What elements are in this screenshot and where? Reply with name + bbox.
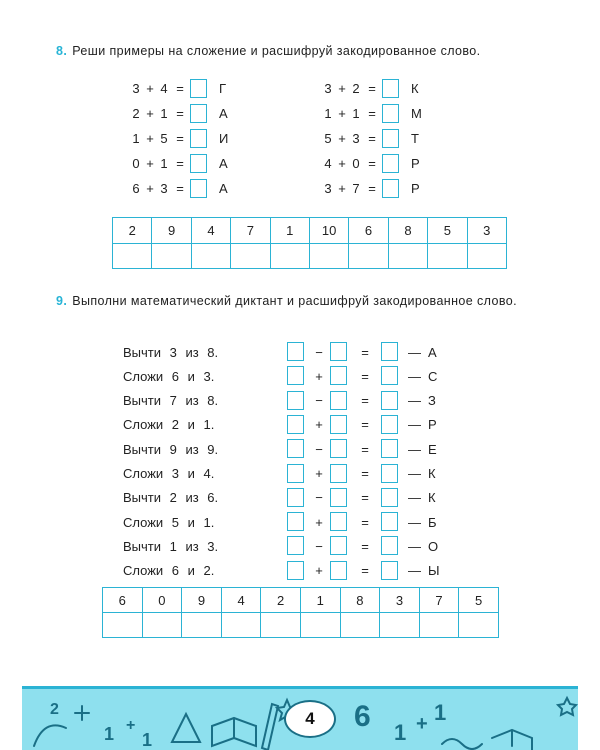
equals-sign: = — [361, 441, 369, 457]
result-box[interactable] — [381, 439, 398, 458]
addend: 5 — [160, 130, 168, 146]
operand-box[interactable] — [287, 536, 304, 555]
operand-box[interactable] — [287, 366, 304, 385]
cipher-code-cell: 2 — [261, 588, 301, 613]
dictation-row — [123, 535, 453, 557]
equals-sign: = — [176, 180, 184, 196]
result-box[interactable] — [381, 464, 398, 483]
code-letter: Р — [411, 180, 420, 196]
plus-sign: + — [338, 80, 346, 96]
code-letter: О — [428, 538, 439, 554]
addend: 3 — [324, 80, 332, 96]
operator-sign: − — [315, 538, 323, 554]
task-9-cipher-table — [102, 587, 499, 638]
code-letter: С — [428, 368, 438, 384]
operand-box[interactable] — [330, 512, 347, 531]
operator-sign: + — [315, 417, 323, 433]
code-letter: Ы — [428, 563, 440, 579]
dash-sign: — — [408, 514, 421, 530]
code-letter: А — [219, 155, 228, 171]
result-box[interactable] — [381, 342, 398, 361]
code-letter: Р — [428, 417, 437, 433]
task-8-cipher-table — [112, 217, 507, 269]
cipher-code-cell: 9 — [182, 588, 222, 613]
cipher-answer-cell[interactable] — [182, 613, 222, 638]
dictation-row — [123, 463, 453, 485]
cipher-answer-cell[interactable] — [221, 613, 261, 638]
operator-sign: + — [315, 514, 323, 530]
task-9-number: 9. — [56, 294, 68, 308]
addend: 0 — [132, 155, 140, 171]
code-letter: З — [428, 393, 436, 409]
addition-example — [322, 152, 425, 174]
cipher-answer-row — [103, 613, 499, 638]
dictation-phrase: Сложи 6 и 3. — [123, 368, 215, 384]
dictation-phrase: Вычти 2 из 6. — [123, 490, 219, 506]
result-box[interactable] — [381, 488, 398, 507]
dictation-phrase: Сложи 2 и 1. — [123, 417, 215, 433]
dictation-row — [123, 365, 453, 387]
addend: 0 — [352, 155, 360, 171]
page-number-badge — [284, 700, 336, 738]
equals-sign: = — [176, 105, 184, 121]
result-box[interactable] — [381, 561, 398, 580]
cipher-code-cell: 0 — [142, 588, 182, 613]
dictation-row — [123, 511, 453, 533]
equals-sign: = — [361, 538, 369, 554]
answer-box[interactable] — [190, 154, 207, 173]
wavy-line-icon — [442, 739, 482, 749]
footer-digit: 6 — [354, 700, 371, 733]
result-box[interactable] — [381, 391, 398, 410]
operand-box[interactable] — [287, 464, 304, 483]
cipher-code-cell: 4 — [221, 588, 261, 613]
dictation-phrase: Сложи 6 и 2. — [123, 563, 215, 579]
operand-box[interactable] — [330, 561, 347, 580]
task-8-text: Реши примеры на сложение и расшифруй закодированное слово. — [72, 44, 481, 58]
footer-digit: + — [126, 717, 136, 734]
equals-sign: = — [361, 490, 369, 506]
addend: 2 — [132, 105, 140, 121]
pencil-icon — [262, 704, 278, 750]
footer-digit: 2 — [50, 701, 59, 718]
cipher-code-row — [113, 218, 507, 244]
cipher-answer-cell[interactable] — [191, 244, 230, 269]
operand-box[interactable] — [287, 415, 304, 434]
dictation-row — [123, 560, 453, 582]
plus-sign: + — [146, 180, 154, 196]
plus-sign: + — [146, 105, 154, 121]
operand-box[interactable] — [330, 488, 347, 507]
triangle-doodle-icon — [172, 714, 200, 742]
dictation-phrase: Сложи 3 и 4. — [123, 466, 215, 481]
footer-digit: 1 — [434, 700, 447, 725]
cipher-answer-cell[interactable] — [419, 613, 459, 638]
code-letter: И — [219, 130, 229, 146]
cipher-code-cell: 9 — [152, 218, 191, 244]
cipher-answer-cell[interactable] — [103, 613, 143, 638]
code-letter: М — [411, 105, 422, 121]
plus-sign: + — [338, 130, 346, 146]
cipher-code-cell: 2 — [113, 218, 152, 244]
cipher-code-row — [103, 588, 499, 613]
addition-example — [322, 77, 425, 99]
operand-box[interactable] — [287, 342, 304, 361]
equals-sign: = — [176, 155, 184, 171]
addend: 2 — [352, 80, 360, 96]
operand-box[interactable] — [330, 391, 347, 410]
operator-sign: + — [315, 368, 323, 384]
answer-box[interactable] — [190, 104, 207, 123]
dash-sign: — — [408, 417, 421, 433]
code-letter: Е — [428, 441, 437, 457]
operand-box[interactable] — [287, 488, 304, 507]
plus-sign: + — [338, 105, 346, 121]
plus-sign: + — [146, 80, 154, 96]
operator-sign: − — [315, 393, 323, 409]
dictation-phrase: Вычти 1 из 3. — [123, 538, 219, 554]
cipher-code-cell: 1 — [300, 588, 340, 613]
footer-digit: 1 — [142, 730, 153, 750]
cipher-answer-cell[interactable] — [152, 244, 191, 269]
code-letter: К — [411, 80, 419, 96]
dictation-phrase: Вычти 3 из 8. — [123, 344, 219, 360]
equals-sign: = — [361, 514, 369, 530]
code-letter: К — [428, 466, 436, 481]
cipher-code-cell: 3 — [467, 218, 506, 244]
answer-box[interactable] — [190, 129, 207, 148]
plus-sign: + — [146, 130, 154, 146]
addend: 1 — [352, 105, 360, 121]
plus-doodle-icon — [75, 706, 89, 720]
code-letter: Б — [428, 514, 437, 530]
equals-sign: = — [361, 393, 369, 409]
plus-sign: + — [338, 180, 346, 196]
book-icon — [212, 718, 256, 746]
answer-box[interactable] — [190, 79, 207, 98]
dictation-row — [123, 414, 453, 436]
cipher-answer-cell[interactable] — [300, 613, 340, 638]
page-footer — [22, 686, 578, 750]
dash-sign: — — [408, 368, 421, 384]
addend: 1 — [324, 105, 332, 121]
code-letter: А — [219, 105, 228, 121]
addend: 3 — [160, 180, 168, 196]
addend: 6 — [132, 180, 140, 196]
equals-sign: = — [368, 80, 376, 96]
dash-sign: — — [408, 490, 421, 506]
operand-box[interactable] — [287, 439, 304, 458]
addition-example — [322, 102, 425, 124]
addend: 1 — [160, 155, 168, 171]
cipher-answer-cell[interactable] — [261, 613, 301, 638]
addend: 4 — [160, 80, 168, 96]
dictation-phrase: Сложи 5 и 1. — [123, 514, 215, 530]
addition-example — [322, 177, 425, 199]
equals-sign: = — [361, 563, 369, 579]
operator-sign: − — [315, 490, 323, 506]
code-letter: А — [428, 344, 437, 360]
operator-sign: + — [315, 563, 323, 579]
cipher-code-cell: 10 — [309, 218, 348, 244]
cipher-answer-cell[interactable] — [231, 244, 270, 269]
cipher-answer-cell[interactable] — [380, 613, 420, 638]
dash-sign: — — [408, 344, 421, 360]
code-letter: Р — [411, 155, 420, 171]
equals-sign: = — [361, 344, 369, 360]
footer-digit: 1 — [394, 720, 407, 745]
equals-sign: = — [368, 105, 376, 121]
dictation-row — [123, 487, 453, 509]
equals-sign: = — [361, 466, 369, 481]
operand-box[interactable] — [330, 415, 347, 434]
task-9-text: Выполни математический диктант и расшифруй закодированное слово. — [72, 294, 517, 308]
addend: 7 — [352, 180, 360, 196]
code-letter: Т — [411, 130, 419, 146]
cipher-answer-cell[interactable] — [270, 244, 309, 269]
page-number: 4 — [305, 709, 315, 728]
footer-digit: 1 — [104, 724, 115, 744]
equals-sign: = — [361, 368, 369, 384]
dash-sign: — — [408, 563, 421, 579]
code-letter: К — [428, 490, 436, 506]
operand-box[interactable] — [287, 561, 304, 580]
operand-box[interactable] — [330, 439, 347, 458]
footer-digit: + — [416, 713, 428, 735]
equals-sign: = — [368, 130, 376, 146]
addition-example — [130, 127, 233, 149]
star-doodle-icon — [558, 698, 576, 715]
cipher-code-cell: 6 — [103, 588, 143, 613]
cipher-answer-cell[interactable] — [428, 244, 467, 269]
cipher-answer-cell[interactable] — [467, 244, 506, 269]
dash-sign: — — [408, 466, 421, 481]
dictation-row — [123, 341, 453, 363]
task-8-title — [56, 44, 481, 58]
dictation-row — [123, 390, 453, 412]
equals-sign: = — [176, 130, 184, 146]
cipher-code-cell: 7 — [419, 588, 459, 613]
cipher-code-cell: 7 — [231, 218, 270, 244]
plus-sign: + — [338, 155, 346, 171]
result-box[interactable] — [381, 512, 398, 531]
answer-box[interactable] — [382, 79, 399, 98]
operand-box[interactable] — [330, 342, 347, 361]
cipher-answer-cell[interactable] — [340, 613, 380, 638]
answer-box[interactable] — [382, 154, 399, 173]
cipher-answer-cell[interactable] — [113, 244, 152, 269]
operand-box[interactable] — [287, 391, 304, 410]
addend: 3 — [324, 180, 332, 196]
addition-example — [130, 177, 233, 199]
equals-sign: = — [176, 80, 184, 96]
cipher-answer-row — [113, 244, 507, 269]
equals-sign: = — [368, 155, 376, 171]
operand-box[interactable] — [330, 366, 347, 385]
addition-example — [130, 152, 233, 174]
operator-sign: − — [315, 441, 323, 457]
addend: 5 — [324, 130, 332, 146]
operand-box[interactable] — [330, 536, 347, 555]
cipher-code-cell: 3 — [380, 588, 420, 613]
code-letter: Г — [219, 80, 227, 96]
operator-sign: + — [315, 466, 323, 481]
cipher-answer-cell[interactable] — [142, 613, 182, 638]
result-box[interactable] — [381, 536, 398, 555]
task-9-title — [56, 294, 517, 308]
cipher-code-cell: 6 — [349, 218, 388, 244]
arc-doodle-icon — [34, 725, 66, 746]
operator-sign: − — [315, 344, 323, 360]
result-box[interactable] — [381, 415, 398, 434]
answer-box[interactable] — [382, 179, 399, 198]
cipher-answer-cell[interactable] — [388, 244, 427, 269]
cipher-code-cell: 8 — [340, 588, 380, 613]
addend: 3 — [132, 80, 140, 96]
cipher-code-cell: 8 — [388, 218, 427, 244]
dictation-phrase: Вычти 9 из 9. — [123, 441, 219, 457]
cipher-answer-cell[interactable] — [309, 244, 348, 269]
dash-sign: — — [408, 538, 421, 554]
result-box[interactable] — [381, 366, 398, 385]
dash-sign: — — [408, 441, 421, 457]
dictation-row — [123, 438, 453, 460]
plus-sign: + — [146, 155, 154, 171]
book-icon — [492, 730, 532, 750]
cipher-answer-cell[interactable] — [459, 613, 499, 638]
operand-box[interactable] — [330, 464, 347, 483]
addend: 1 — [160, 105, 168, 121]
answer-box[interactable] — [382, 129, 399, 148]
cipher-answer-cell[interactable] — [349, 244, 388, 269]
addend: 3 — [352, 130, 360, 146]
addend: 1 — [132, 130, 140, 146]
task-8-number: 8. — [56, 44, 68, 58]
dictation-phrase: Вычти 7 из 8. — [123, 393, 219, 409]
code-letter: А — [219, 180, 228, 196]
addition-example — [130, 102, 233, 124]
cipher-code-cell: 1 — [270, 218, 309, 244]
answer-box[interactable] — [382, 104, 399, 123]
cipher-code-cell: 5 — [459, 588, 499, 613]
addend: 4 — [324, 155, 332, 171]
answer-box[interactable] — [190, 179, 207, 198]
cipher-code-cell: 5 — [428, 218, 467, 244]
dash-sign: — — [408, 393, 421, 409]
addition-example — [130, 77, 233, 99]
addition-example — [322, 127, 425, 149]
cipher-code-cell: 4 — [191, 218, 230, 244]
equals-sign: = — [368, 180, 376, 196]
operand-box[interactable] — [287, 512, 304, 531]
equals-sign: = — [361, 417, 369, 433]
